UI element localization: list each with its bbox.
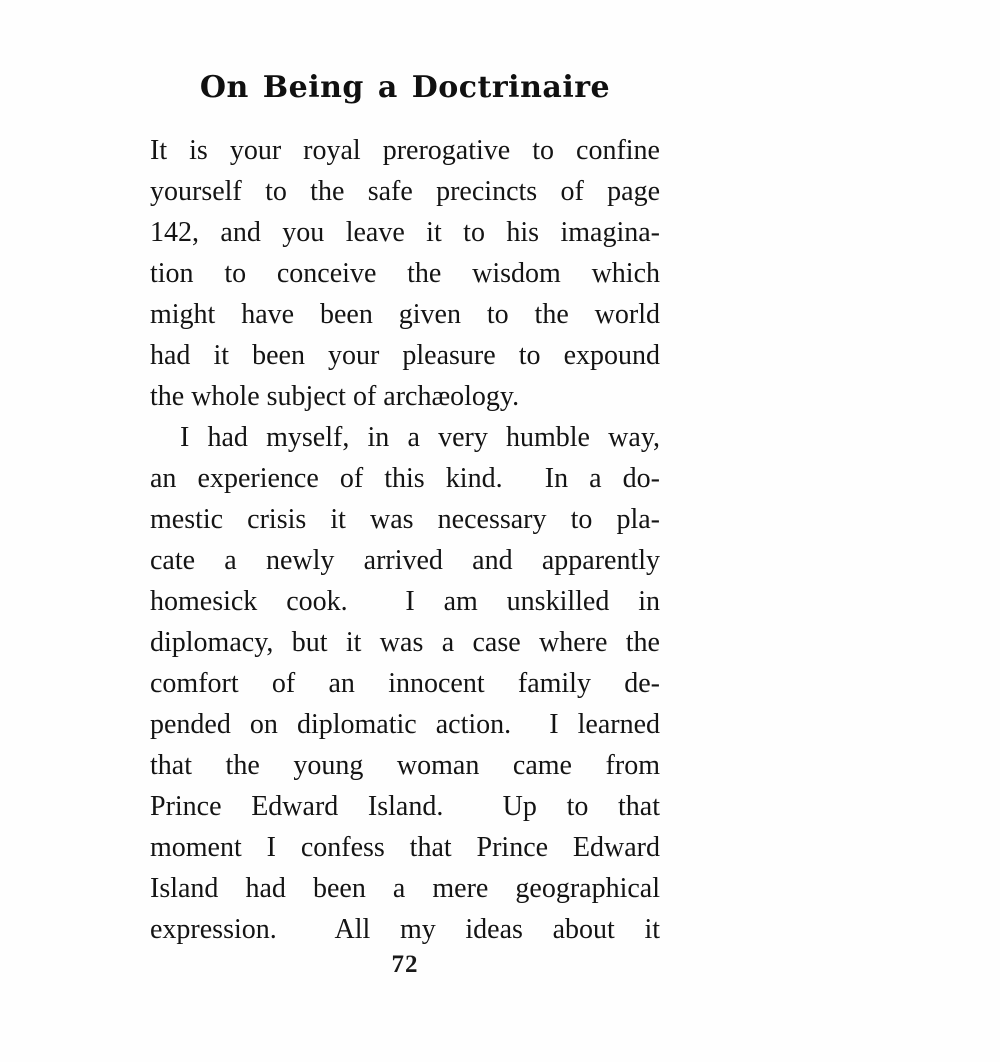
paragraph-2 (150, 417, 660, 950)
page-number: 72 (391, 951, 419, 978)
text-line: Prince Edward Island. Up to that (150, 791, 660, 822)
text-line: mestic crisis it was necessary to pla- (150, 504, 660, 535)
text-line: pended on diplomatic action. I learned (150, 709, 660, 740)
text-line: yourself to the safe precincts of page (150, 176, 660, 207)
text-line: I had myself, in a very humble way, (180, 422, 660, 453)
text-line: expression. All my ideas about it (150, 914, 660, 945)
paragraph-1 (150, 130, 660, 417)
text-line: might have been given to the world (150, 299, 660, 330)
text-line: an experience of this kind. In a do- (150, 463, 660, 494)
page-title: On Being a Doctrinaire (199, 70, 611, 105)
text-line: diplomacy, but it was a case where the (150, 627, 660, 658)
text-line: had it been your pleasure to expound (150, 340, 660, 371)
text-line: comfort of an innocent family de- (150, 668, 660, 699)
text-line: that the young woman came from (150, 750, 660, 781)
text-line: tion to conceive the wisdom which (150, 258, 660, 289)
text-line: 142, and you leave it to his imagina- (150, 217, 660, 248)
text-column (150, 70, 660, 979)
text-line: Island had been a mere geographical (150, 873, 660, 904)
text-line: homesick cook. I am unskilled in (150, 586, 660, 617)
text-line: cate a newly arrived and apparently (150, 545, 660, 576)
text-line: the whole subject of archæology. (150, 381, 520, 412)
text-line: moment I confess that Prince Edward (150, 832, 660, 863)
text-line: It is your royal prerogative to confine (150, 135, 660, 166)
